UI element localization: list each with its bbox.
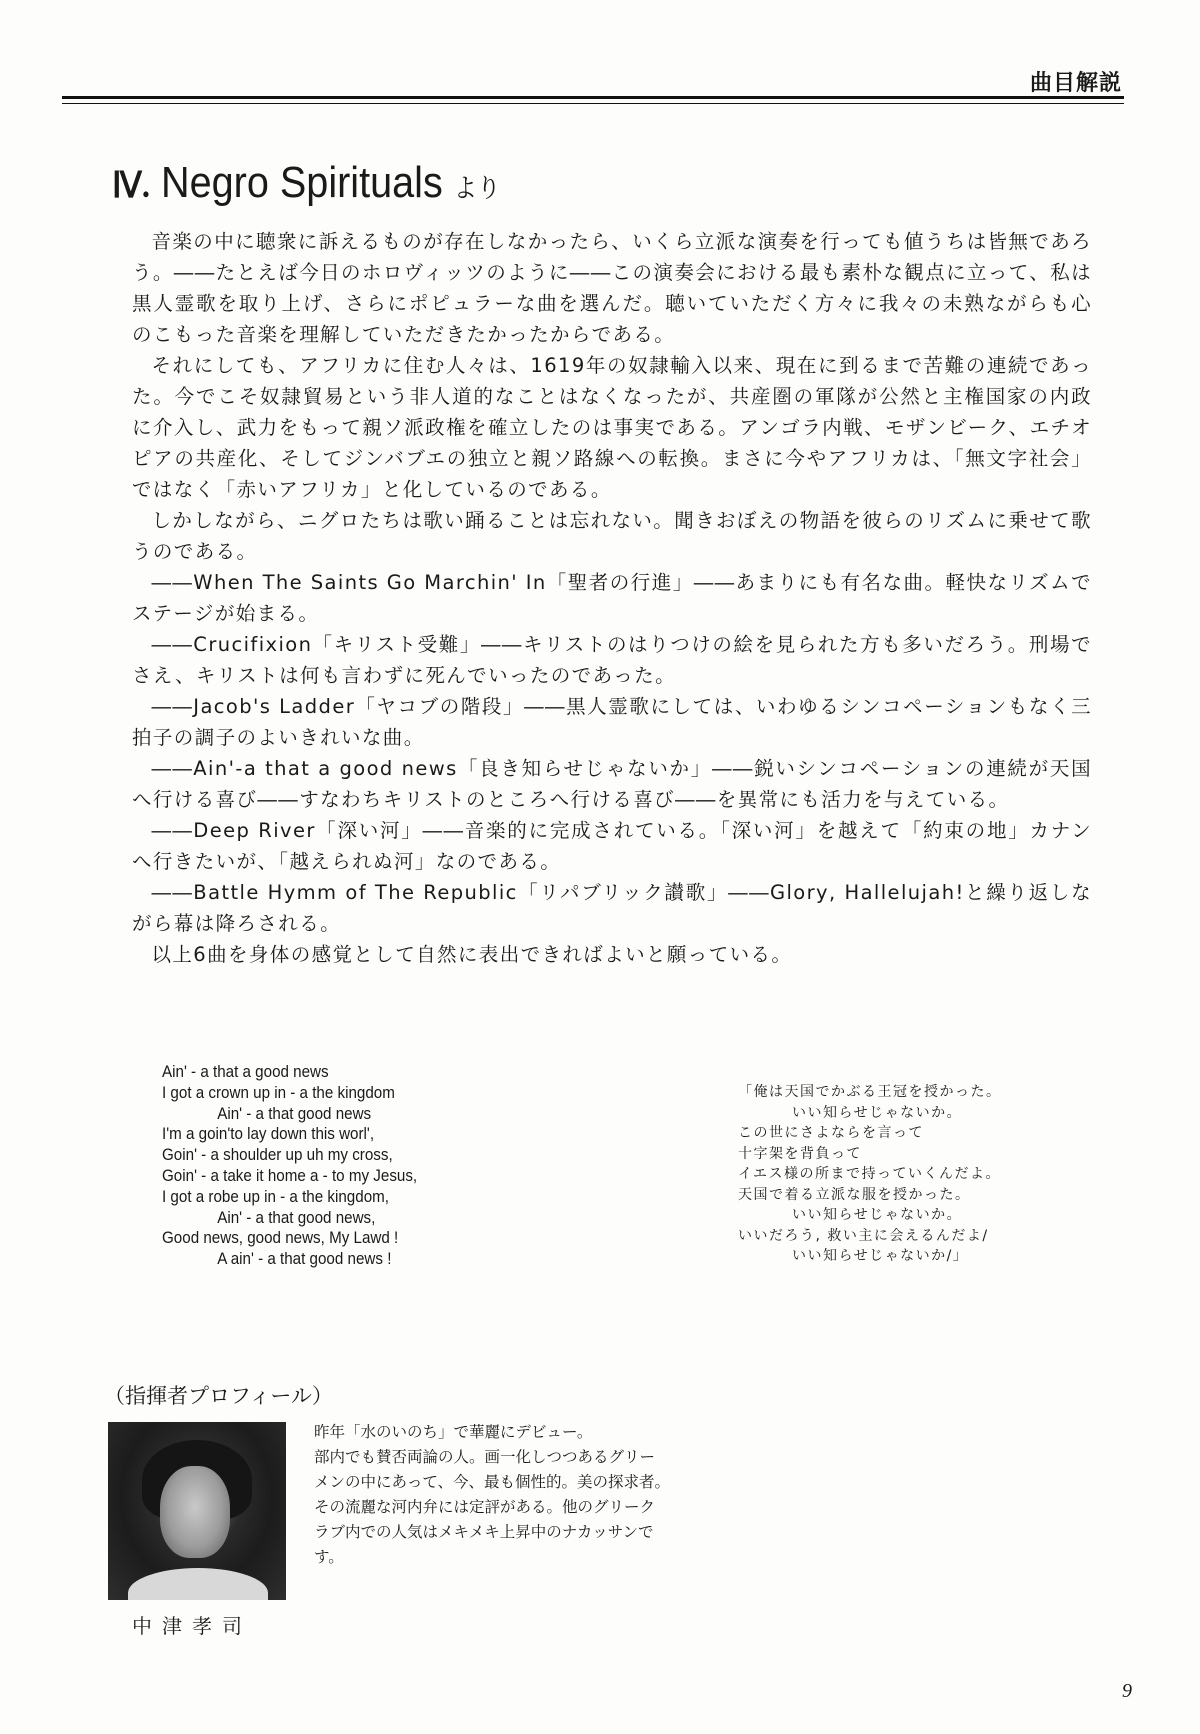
lyric-line: A ain' - a that good news ! (217, 1250, 392, 1269)
paragraph: 音楽の中に聴衆に訴えるものが存在しなかったら、いくら立派な演奏を行っても値うちは皆無であろう。――たとえば今日のホロヴィッツのように――この演奏会における最も素朴な観点に立って、私は黒人霊歌を取り上げ、さらにポピュラーな曲を選んだ。聴いていただく方々に我々の未熟ながらも心のこもった音楽を理解していただきたかったからである。 (132, 230, 1093, 346)
profile-line: す。 (314, 1548, 344, 1566)
lyric-line: Ain' - a that good news, (217, 1208, 376, 1227)
section-title-text: Negro Spirituals (161, 158, 443, 207)
lyric-line: 「俺は天国でかぶる王冠を授かった。 (738, 1084, 1002, 1100)
paragraph-song-battle-hymn: ――Battle Hymm of The Republic「リパブリック讃歌」――Glory, Hallelujah!と繰り返しながら幕は降ろされる。 (132, 881, 1092, 935)
lyric-line: Goin' - a shoulder up uh my cross, (162, 1146, 393, 1165)
lyric-line: Good news, good news, My Lawd ! (162, 1229, 399, 1248)
profile-line: その流麗な河内弁には定評がある。他のグリーク (314, 1498, 656, 1516)
paragraph-song-deep-river: ――Deep River「深い河」――音楽的に完成されている。「深い河」を越えて「約束の地」カナンへ行きたいが、「越えられぬ河」なのである。 (132, 819, 1092, 873)
lyric-line: Ain' - a that a good news (162, 1063, 329, 1081)
commentary-body (132, 226, 1092, 970)
section-title-suffix: より (453, 173, 501, 203)
lyric-line: I got a robe up in - a the kingdom, (162, 1187, 390, 1206)
lyric-line: イエス様の所まで持っていくんだよ。 (738, 1166, 1001, 1182)
lyric-line: Ain' - a that good news (217, 1104, 372, 1123)
header-rule-thin (62, 103, 1124, 104)
paragraph-song-saints: ――When The Saints Go Marchin' In「聖者の行進」――あまりにも有名な曲。軽快なリズムでステージが始まる。 (132, 571, 1092, 625)
lyric-line: I got a crown up in - a the kingdom (162, 1083, 395, 1102)
lyrics-japanese (738, 1082, 1098, 1267)
conductor-name: 中津孝司 (132, 1614, 252, 1638)
lyric-line: Goin' - a take it home a - to my Jesus, (162, 1166, 418, 1185)
lyric-line: この世にさよならを言って (738, 1125, 924, 1141)
paragraph-song-jacobs-ladder: ――Jacob's Ladder「ヤコブの階段」――黒人霊歌にしては、いわゆるシンコペーションもなく三拍子の調子のよいきれいな曲。 (132, 695, 1092, 749)
profile-line: 部内でも賛否両論の人。画一化しつつあるグリー (314, 1448, 656, 1466)
section-title (112, 158, 501, 208)
profile-line: 昨年「水のいのち」で華麗にデビュー。 (314, 1423, 593, 1441)
paragraph: それにしても、アフリカに住む人々は、1619年の奴隷輸入以来、現在に到るまで苦難の連続であった。今でこそ奴隷貿易という非人道的なことはなくなったが、共産圏の軍隊が公然と主権国家の内政に介入し、武力をもって親ソ派政権を確立したのは事実である。アンゴラ内戦、モザンビーク、エチオピアの共産化、そしてジンバブエの独立と親ソ路線への転換。まさに今やアフリカは、「無文字社会」ではなく「赤いアフリカ」と化しているのである。 (132, 354, 1092, 501)
lyric-line: いい知らせじゃないか。 (792, 1104, 963, 1121)
lyric-line: いい知らせじゃないか/」 (792, 1248, 969, 1264)
paragraph-song-crucifixion: ――Crucifixion「キリスト受難」――キリストのはりつけの絵を見られた方も多いだろう。刑場でさえ、キリストは何も言わずに死んでいったのであった。 (132, 633, 1092, 687)
lyrics-english (162, 1062, 493, 1270)
lyric-line: I'm a goin'to lay down this worl', (162, 1125, 375, 1144)
paragraph-song-good-news: ――Ain'-a that a good news「良き知らせじゃないか」――鋭いシンコペーションの連続が天国へ行ける喜び――すなわちキリストのところへ行ける喜び――を異常にも活力を与えている。 (132, 757, 1092, 811)
profile-text (314, 1420, 694, 1570)
page-number: 9 (1122, 1680, 1132, 1702)
lyric-line: いい知らせじゃないか。 (792, 1207, 963, 1223)
profile-line: ラブ内での人気はメキメキ上昇中のナカッサンで (314, 1523, 654, 1541)
section-numeral: Ⅳ. (112, 165, 151, 205)
header-label: 曲目解説 (1029, 71, 1122, 96)
paragraph-closing: 以上6曲を身体の感覚として自然に表出できればよいと願っている。 (151, 943, 793, 966)
profile-line: メンの中にあって、今、最も個性的。美の探求者。 (314, 1473, 671, 1491)
conductor-photo (108, 1422, 286, 1600)
lyric-line: 天国で着る立派な服を授かった。 (738, 1186, 971, 1203)
lyric-line: 十字架を背負って (738, 1145, 862, 1162)
paragraph: しかしながら、ニグロたちは歌い踊ることは忘れない。聞きおぼえの物語を彼らのリズムに乗せて歌うのである。 (132, 509, 1092, 563)
lyric-line: いいだろう, 救い主に会えるんだよ/ (738, 1227, 989, 1244)
profile-heading: （指揮者プロフィール） (104, 1384, 333, 1408)
header-rule-thick (62, 96, 1124, 99)
